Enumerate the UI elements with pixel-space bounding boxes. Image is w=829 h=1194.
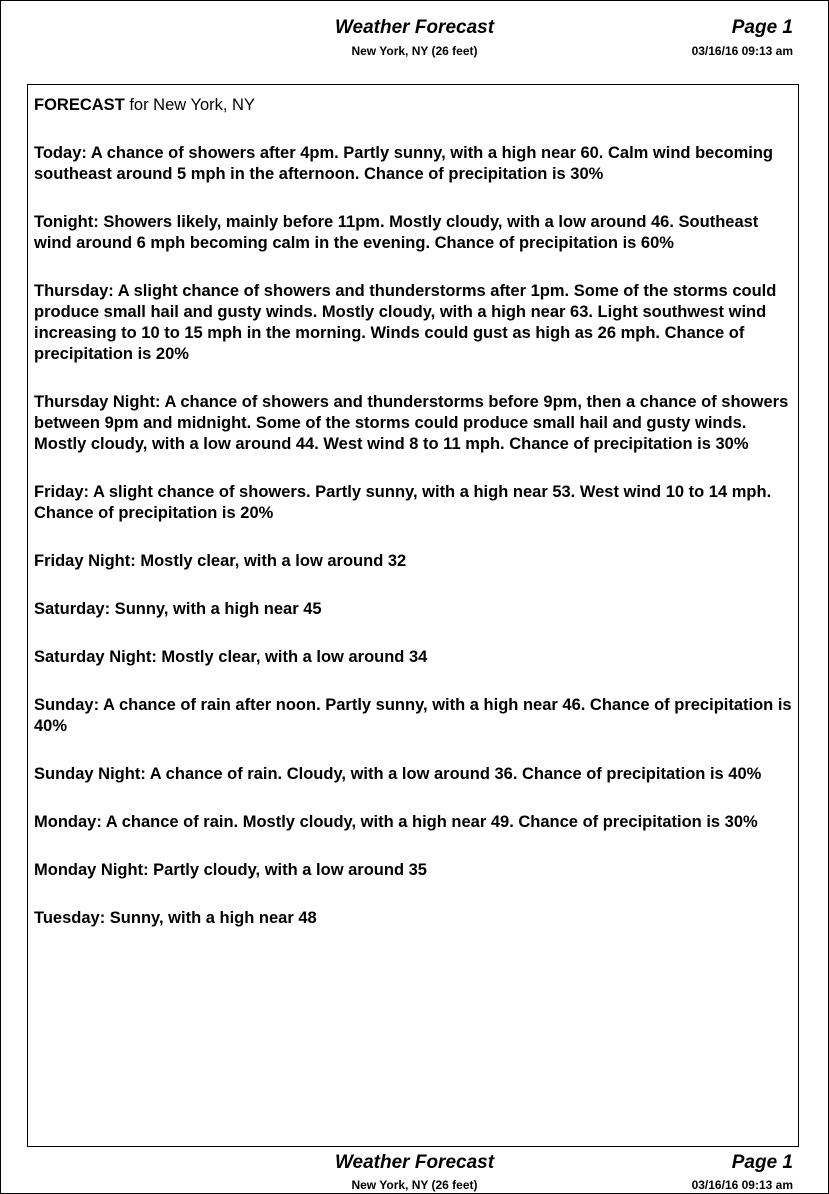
header-page-number: Page 1 xyxy=(731,17,793,38)
forecast-period-today: Today: A chance of showers after 4pm. Partly sunny, with a high near 60. Calm wind becoming southeast around 5 mph in the afternoon. Chance of precipitation is 30% xyxy=(34,144,773,183)
footer-title: Weather Forecast xyxy=(334,1152,495,1173)
forecast-period-friday: Friday: A slight chance of showers. Partly sunny, with a high near 53. West wind 10 to 14 mph. Chance of precipitation is 20% xyxy=(34,483,772,522)
forecast-period-sunday: Sunday: A chance of rain after noon. Partly sunny, with a high near 46. Chance of precipitation is 40% xyxy=(34,696,792,735)
forecast-period-saturday: Saturday: Sunny, with a high near 45 xyxy=(34,600,322,618)
forecast-period-thursday: Thursday: A slight chance of showers and thunderstorms after 1pm. Some of the storms could produce small hail and gusty winds. Mostly cloudy, with a high near 63. Light southwest wind increasing to 10 to 15 mph in the morning. Winds could gust as high as 26 mph. Chance of precipitation is 20% xyxy=(34,282,777,363)
forecast-box xyxy=(27,84,799,1147)
footer-datetime: 03/16/16 09:13 am xyxy=(691,1178,793,1192)
header-location: New York, NY (26 feet) xyxy=(351,44,478,58)
forecast-heading-location: for New York, NY xyxy=(124,96,255,114)
forecast-period-monday: Monday: A chance of rain. Mostly cloudy, with a high near 49. Chance of precipitation is 30% xyxy=(34,813,758,831)
header-datetime: 03/16/16 09:13 am xyxy=(691,44,793,58)
forecast-period-saturday-night: Saturday Night: Mostly clear, with a low around 34 xyxy=(34,648,428,666)
forecast-period-monday-night: Monday Night: Partly cloudy, with a low around 35 xyxy=(34,861,427,879)
forecast-period-tuesday: Tuesday: Sunny, with a high near 48 xyxy=(34,909,317,927)
footer-location: New York, NY (26 feet) xyxy=(351,1178,478,1192)
forecast-heading-label: FORECAST xyxy=(34,96,125,114)
forecast-period-thursday-night: Thursday Night: A chance of showers and thunderstorms before 9pm, then a chance of showers between 9pm and midnight. Some of the storms could produce small hail and gusty winds. Mostly cloudy, with a low around 44. West wind 8 to 11 mph. Chance of precipitation is 30% xyxy=(34,393,789,453)
header-title: Weather Forecast xyxy=(334,17,495,38)
forecast-period-friday-night: Friday Night: Mostly clear, with a low around 32 xyxy=(34,552,407,570)
forecast-period-sunday-night: Sunday Night: A chance of rain. Cloudy, with a low around 36. Chance of precipitation is 40% xyxy=(34,765,762,783)
footer-page-number: Page 1 xyxy=(731,1152,793,1173)
forecast-period-tonight: Tonight: Showers likely, mainly before 11pm. Mostly cloudy, with a low around 46. Southeast wind around 6 mph becoming calm in the evening. Chance of precipitation is 60% xyxy=(34,213,759,252)
forecast-heading xyxy=(34,95,798,116)
